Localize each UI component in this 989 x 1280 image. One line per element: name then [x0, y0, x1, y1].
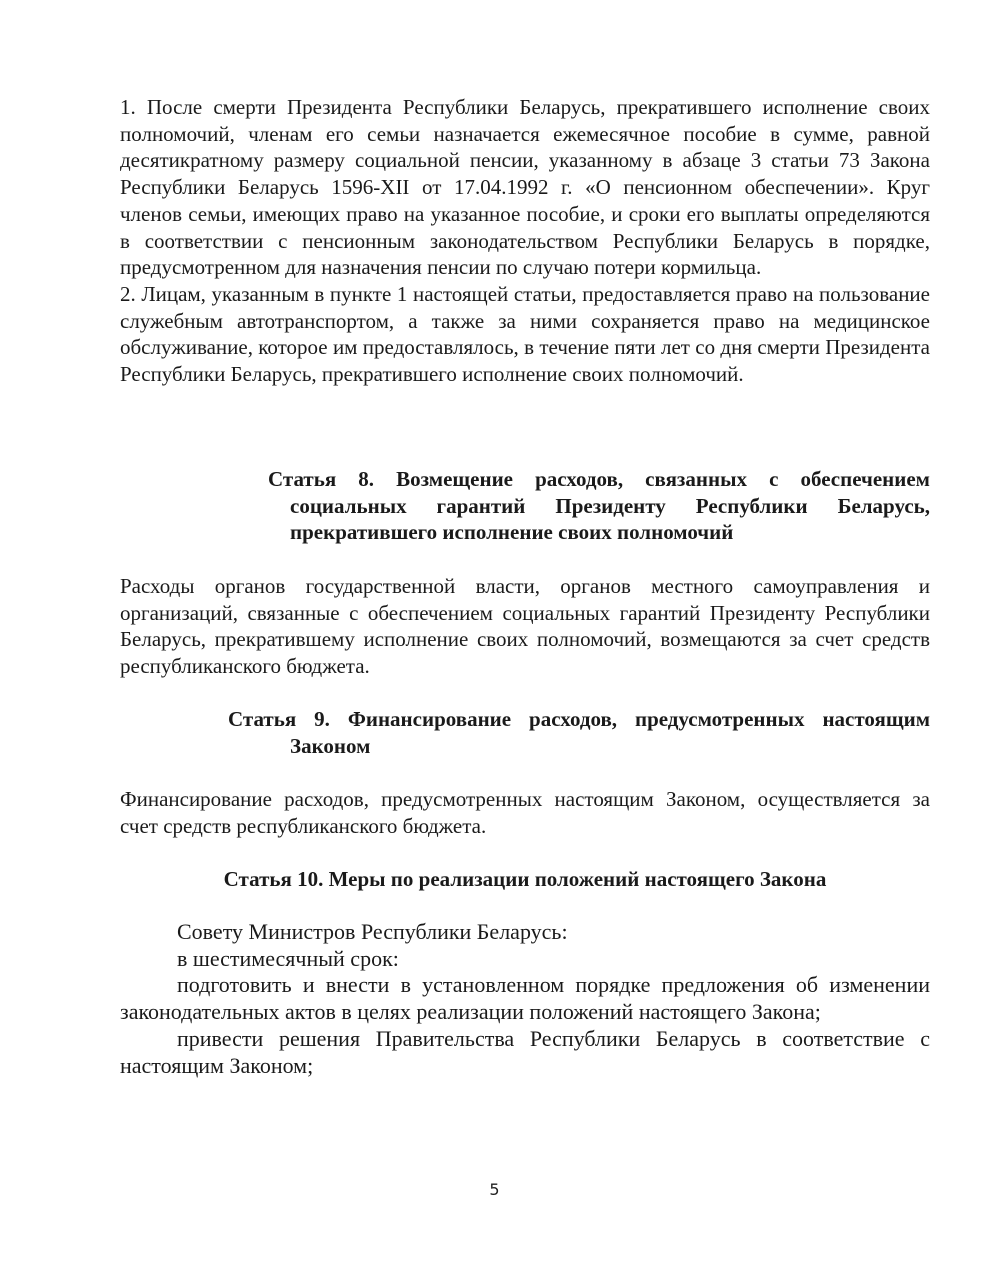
article-9-paragraph: Финансирование расходов, предусмотренных настоящим Законом, осуществляется за счет средств республиканского бюджета. [120, 787, 930, 838]
article-8-heading-text: Статья 8. Возмещение расходов, связанных с обеспечением социальных гарантий Президенту Республики Беларусь, прекратившего исполнение своих полномочий [268, 467, 930, 545]
article-9-body [120, 786, 930, 839]
article-9-heading [228, 706, 930, 759]
article-10-line-2: в шестимесячный срок: [177, 945, 399, 971]
article-8-heading [268, 466, 930, 546]
article-8-body [120, 573, 930, 680]
article-10-line-3: подготовить и внести в установленном порядке предложения об изменении законодательных актов в целях реализации положений настоящего Закона; [120, 972, 930, 1025]
article-9-heading-text: Статья 9. Финансирование расходов, предусмотренных настоящим Законом [228, 707, 930, 758]
article-10-heading-text: Статья 10. Меры по реализации положений настоящего Закона [223, 867, 827, 891]
article-10-line-4: привести решения Правительства Республики Беларусь в соответствие с настоящим Законом; [120, 1025, 930, 1078]
article-7-paragraph-2: 2. Лицам, указанным в пункте 1 настоящей статьи, предоставляется право на пользование служебным автотранспортом, а также за ними сохраняется право на медицинское обслуживание, которое им предоставлялось, в течение пяти лет со дня смерти Президента Республики Беларусь, прекратившего исполнение своих полномочий. [120, 281, 930, 387]
page-number: 5 [489, 1180, 500, 1199]
article-10-body [120, 919, 930, 1079]
article-8-paragraph: Расходы органов государственной власти, органов местного самоуправления и организаций, связанные с обеспечением социальных гарантий Президенту Республики Беларусь, прекратившему исполнение своих полномочий, возмещаются за счет средств республиканского бюджета. [120, 574, 930, 679]
article-10-line-1: Совету Министров Республики Беларусь: [177, 919, 568, 944]
article-7-paragraph-1: 1. После смерти Президента Республики Беларусь, прекратившего исполнение своих полномочий, членам его семьи назначается ежемесячное пособие в сумме, равной десятикратному размеру социальной пенсии, указанному в абзаце 3 статьи 73 Закона Республики Беларусь 1596-XII от 17.04.1992 г. «О пенсионном обеспечении». Круг членов семьи, имеющих право на указанное пособие, и сроки его выплаты определяются в соответствии с пенсионным законодательством Республики Беларусь в порядке, предусмотренном для назначения пенсии по случаю потери кормильца. [120, 95, 930, 280]
article-7-body [120, 94, 930, 388]
article-10-heading [120, 866, 930, 893]
